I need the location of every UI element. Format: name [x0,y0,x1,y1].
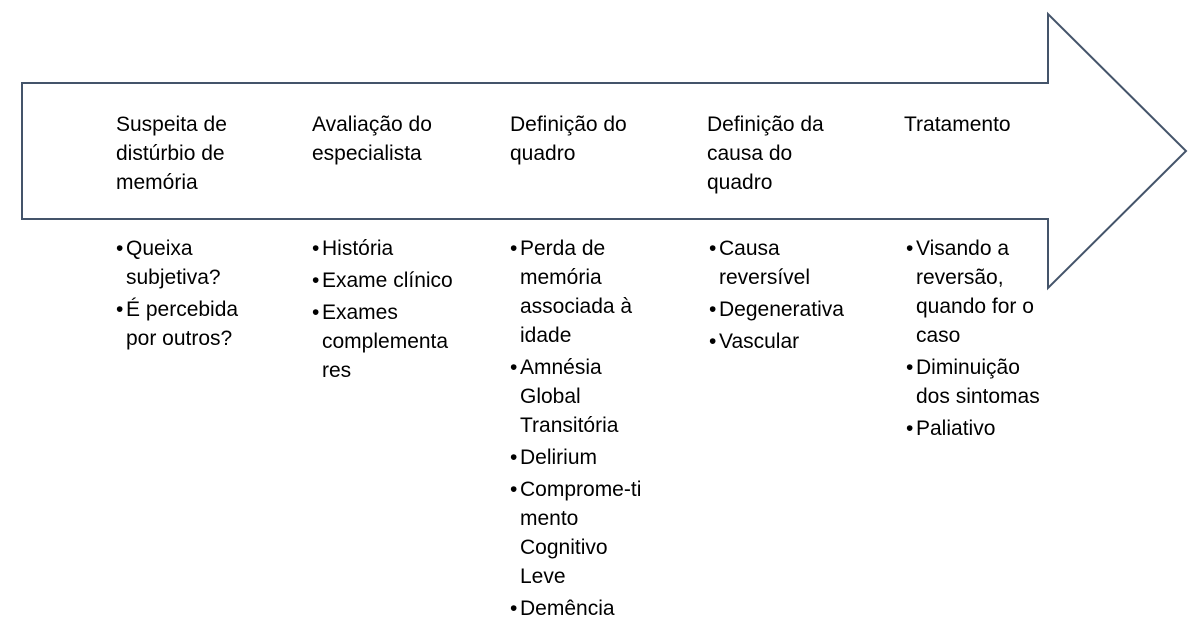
item-line: Delirium [520,446,598,469]
item-line: associada à [520,295,633,318]
list-item [906,414,1040,443]
item-line: Paliativo [916,417,996,440]
item-line: Comprome-ti [520,478,642,501]
bullet-icon: • [510,597,518,620]
title-line: especialista [312,142,422,165]
bullet-icon: • [312,269,320,292]
list-item [906,234,1040,350]
item-line: Degenerativa [719,298,844,321]
item-line: Queixa [126,237,193,260]
item-line: É percebida [126,298,239,321]
item-line: mento [520,507,579,530]
item-line: Exame clínico [322,269,453,292]
title-line: quadro [510,142,576,165]
title-line: Definição do [510,113,627,136]
bullet-icon: • [709,330,717,353]
item-line: quando for o [916,295,1034,318]
item-line: idade [520,324,572,347]
item-line: memória [520,266,602,289]
stage-items-avaliacao [312,234,453,388]
bullet-icon: • [510,478,518,501]
stage-items-tratamento [906,234,1040,446]
item-line: res [322,359,352,382]
bullet-icon: • [906,237,914,260]
item-line: dos sintomas [916,385,1040,408]
item-line: Exames [322,301,398,324]
title-line: distúrbio de [116,142,225,165]
item-line: Visando a [916,237,1010,260]
list-item [312,298,453,385]
stage-title-tratamento [904,110,1011,139]
bullet-icon: • [312,237,320,260]
item-line: reversão, [916,266,1004,289]
bullet-icon: • [116,298,124,321]
stage-title-definicao-quadro [510,110,627,168]
item-line: subjetiva? [126,266,221,289]
item-line: Vascular [719,330,800,353]
item-line: Perda de [520,237,606,260]
title-line: Tratamento [904,113,1011,136]
list-item [116,234,238,292]
title-line: Definição da [707,113,824,136]
stage-items-suspeita [116,234,238,356]
list-item [709,295,844,324]
stage-title-definicao-causa [707,110,824,197]
list-item [709,234,844,292]
item-line: Global [520,385,581,408]
stage-title-suspeita [116,110,227,197]
bullet-icon: • [312,301,320,324]
list-item [312,266,453,295]
list-item [116,295,238,353]
list-item [510,353,641,440]
list-item [906,353,1040,411]
item-line: por outros? [126,327,233,350]
list-item [510,234,641,350]
bullet-icon: • [709,298,717,321]
item-line: caso [916,324,961,347]
item-line: História [322,237,394,260]
stage-title-avaliacao [312,110,432,168]
item-line: Amnésia [520,356,602,379]
bullet-icon: • [116,237,124,260]
bullet-icon: • [906,417,914,440]
list-item [510,443,641,472]
bullet-icon: • [709,237,717,260]
title-line: Avaliação do [312,113,432,136]
item-line: Cognitivo [520,536,608,559]
item-line: Causa [719,237,780,260]
list-item [510,475,641,591]
item-line: Demência [520,597,615,620]
stage-items-definicao-causa [709,234,844,359]
title-line: memória [116,171,198,194]
item-line: complementa [322,330,449,353]
list-item [312,234,453,263]
item-line: Diminuição [916,356,1020,379]
title-line: causa do [707,142,793,165]
list-item [709,327,844,356]
item-line: Transitória [520,414,619,437]
item-line: reversível [719,266,811,289]
bullet-icon: • [510,356,518,379]
bullet-icon: • [906,356,914,379]
item-line: Leve [520,565,566,588]
stage-items-definicao-quadro [510,234,641,626]
bullet-icon: • [510,446,518,469]
title-line: Suspeita de [116,113,227,136]
title-line: quadro [707,171,773,194]
bullet-icon: • [510,237,518,260]
list-item [510,594,641,623]
